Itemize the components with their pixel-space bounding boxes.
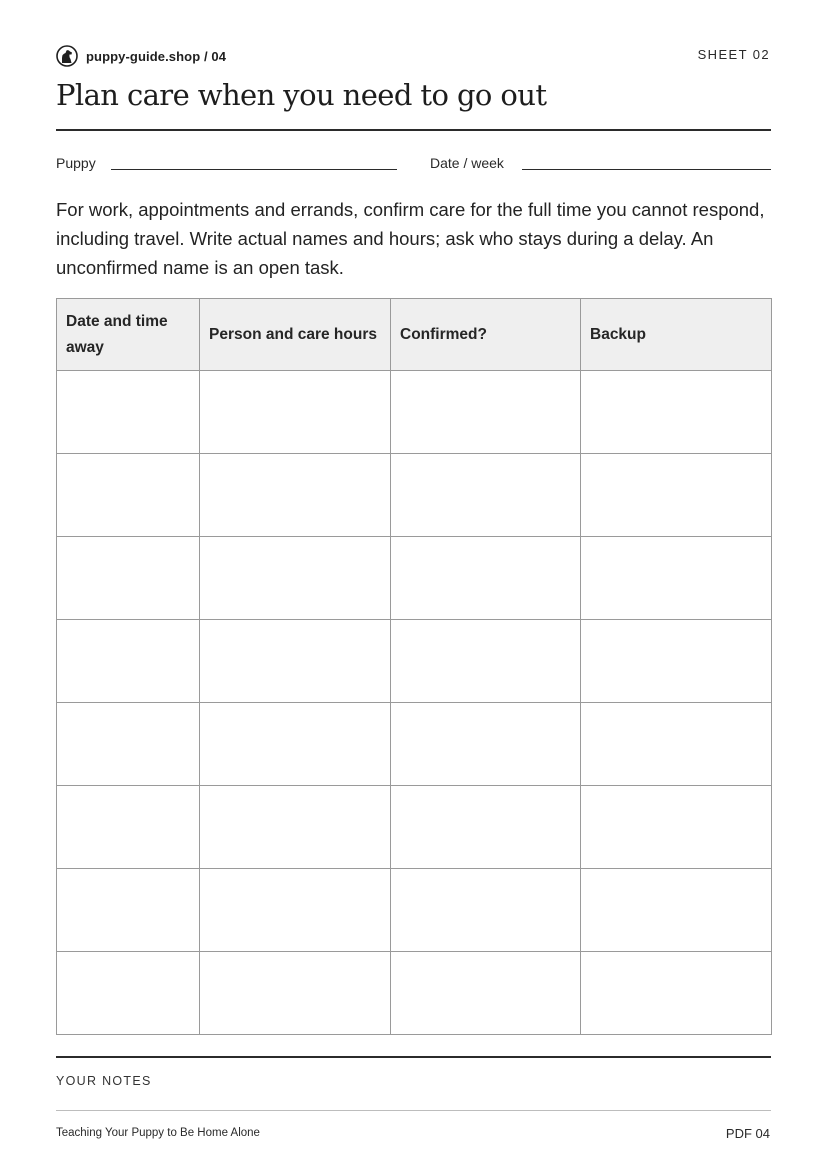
table-row [57,454,772,537]
table-cell[interactable] [391,371,581,454]
page-title: Plan care when you need to go out [56,78,547,112]
table-cell[interactable] [581,371,772,454]
care-table [56,298,772,1035]
brand [56,44,226,68]
puppy-label: Puppy [56,155,96,171]
table-row [57,537,772,620]
table-cell[interactable] [391,869,581,952]
table-cell[interactable] [200,786,391,869]
table-cell[interactable] [200,620,391,703]
intro-text: For work, appointments and errands, confirm care for the full time you cannot respond, including travel. Write actual names and hours; ask who stays during a delay. An unconfirmed name is an open task. [56,199,765,278]
column-header-backup: Backup [581,299,772,371]
date-field[interactable] [522,169,771,170]
table-row [57,371,772,454]
table-cell[interactable] [581,703,772,786]
brand-name: puppy-guide.shop / 04 [86,48,227,64]
footer-rule [56,1110,771,1111]
table-cell[interactable] [581,620,772,703]
table-cell[interactable] [581,537,772,620]
table-cell[interactable] [391,786,581,869]
table-cell[interactable] [200,952,391,1035]
table-cell[interactable] [57,620,200,703]
column-header-person: Person and care hours [200,299,391,371]
table-header-row [57,299,772,371]
table-cell[interactable] [200,537,391,620]
table-row [57,786,772,869]
column-header-date: Date and time away [57,299,200,371]
notes-rule [56,1056,771,1058]
table-cell[interactable] [581,454,772,537]
table-cell[interactable] [391,537,581,620]
puppy-field[interactable] [111,169,397,170]
table-row [57,703,772,786]
table-cell[interactable] [57,786,200,869]
table-cell[interactable] [57,537,200,620]
footer-title: Teaching Your Puppy to Be Home Alone [56,1127,260,1139]
table-row [57,620,772,703]
table-cell[interactable] [581,869,772,952]
table-cell[interactable] [200,869,391,952]
sheet-number: SHEET 02 [697,47,770,62]
table-cell[interactable] [581,952,772,1035]
table-cell[interactable] [391,952,581,1035]
table-cell[interactable] [57,703,200,786]
table-cell[interactable] [581,786,772,869]
table-cell[interactable] [57,869,200,952]
footer-page-label: PDF 04 [725,1126,770,1141]
table-cell[interactable] [57,454,200,537]
title-rule [56,129,771,131]
dog-icon [56,45,78,67]
table-row [57,869,772,952]
table-cell[interactable] [200,371,391,454]
table-cell[interactable] [57,371,200,454]
date-label: Date / week [430,155,504,171]
table-cell[interactable] [200,703,391,786]
table-cell[interactable] [391,454,581,537]
table-row [57,952,772,1035]
column-header-confirmed: Confirmed? [391,299,581,371]
table-cell[interactable] [200,454,391,537]
table-cell[interactable] [57,952,200,1035]
table-cell[interactable] [391,703,581,786]
table-cell[interactable] [391,620,581,703]
notes-label: YOUR NOTES [56,1074,152,1088]
